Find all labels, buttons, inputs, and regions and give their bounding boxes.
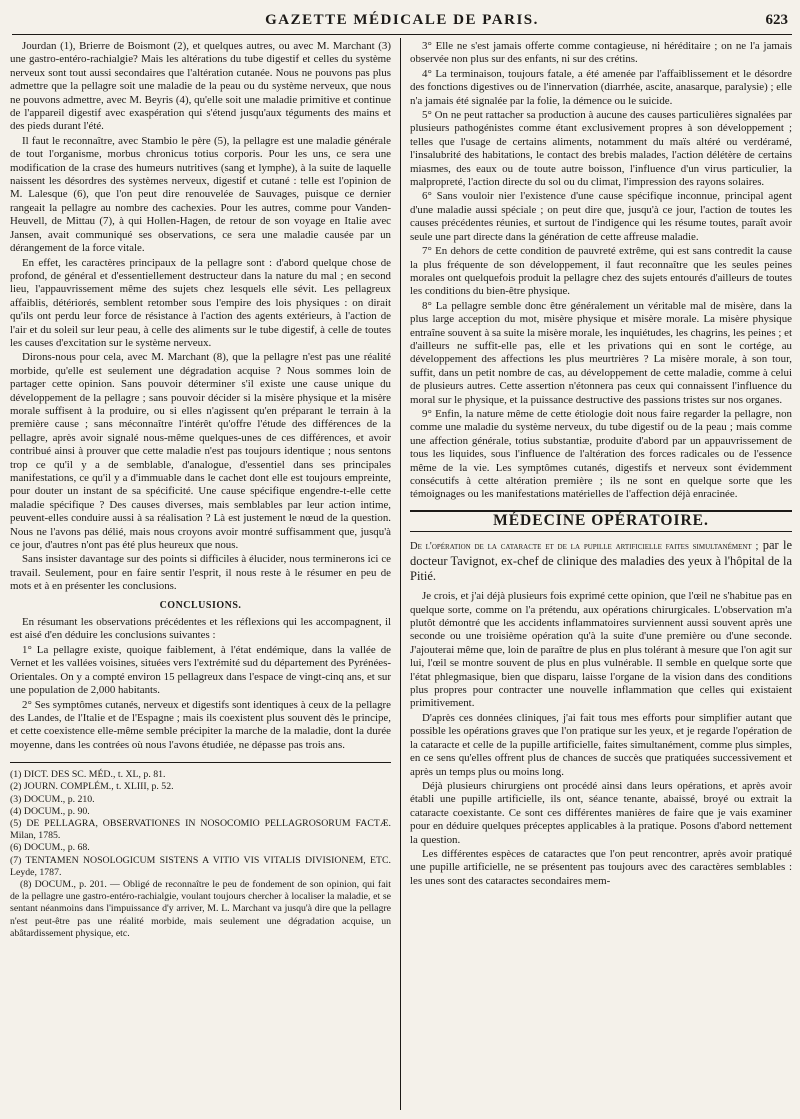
conclusion-paragraph: 2° Ses symptômes cutanés, nerveux et digestifs sont identiques à ceux de la pellagre des Landes, de l'Italie et de l'Espagne ; mais ils coexistent plus souvent dès le principe, et cette coexistence elle-même semble précipiter la marche de la maladie, dont la durée moyenne, dans les contrées où nous l'avons étudiée, ne dépasse pas trois ans. (10, 698, 391, 751)
conclusion-paragraph: 1° La pellagre existe, quoique faiblement, à l'état endémique, dans la vallée de Vernet et les vallées voisines, situées vers l'extrémité sud du département des Pyrénées-Orientales. On y a compté environ 15 pellagreux dans l'espace de vingt-cinq ans, et sur une population de 2,000 habitants. (10, 643, 391, 697)
footnote: (5) DE PELLAGRA, OBSERVATIONES IN NOSOCOMIO PELLAGROSORUM FACTÆ. Milan, 1785. (10, 817, 391, 842)
article-paragraph: Les différentes espèces de cataractes que l'on peut rencontrer, après avoir pratiqué une pupille artificielle, ne se présentent pas toujours avec des caractères semblables : les unes sont des cataractes secondaires mem- (410, 847, 792, 887)
footnote: (4) DOCUM., p. 90. (10, 805, 90, 817)
body-paragraph: Jourdan (1), Brierre de Boismont (2), et quelques autres, ou avec M. Marchant (3) une gastro-entéro-rachialgie? Mais les altérations du tube digestif et celles du système nerveux sont tout aussi secondaires que l'altération cutanée. Nous ne pouvons pas plus admettre que la pellagre soit une maladie de la peau ou du système nerveux, que nous ne pouvons admettre, avec M. Beyris (4), qu'elle soit une maladie primitive et continue de l'appareil digestif avec exaspération qui s'étend jusqu'aux téguments des mains et des pieds durant l'été. (10, 40, 391, 133)
footnotes (10, 769, 391, 940)
footnote: (3) DOCUM., p. 210. (10, 793, 95, 805)
body-paragraph: Sans insister davantage sur des points si difficiles à élucider, nous terminerons ici ce travail. Seulement, pour en faire sentir l'esprit, il nous reste à le résumer en peu de mots et à en présenter les conclusions. (10, 553, 391, 593)
conclusion-paragraph: 8° La pellagre semble donc être généralement un véritable mal de misère, dans la plus large acception du mot, misère physique et misère morale. La misère physique entraîne souvent à sa suite la misère morale, les inquiétudes, les chagrins, les peines ; et d'ailleurs ne suffit-elle pas, elle et les privations qui en sont le cortége, au développement des affections les plus meurtrières ? La misère morale, à son tour, suffit, dans un petit nombre de cas, au développement de cette maladie, comme à celui de plusieurs autres. Cette assertion n'étonnera pas ceux qui connaissent l'influence du moral sur le physique, et la puissance destructive des passions tristes sur nos organes. (410, 299, 792, 406)
page-number: 623 (765, 12, 788, 28)
section-rule-bottom (410, 531, 792, 532)
article-paragraph: Je crois, et j'ai déjà plusieurs fois exprimé cette opinion, que l'œil ne s'habitue pas en quelque sorte, comme on l'a prétendu, aux opérations chirurgicales. L'observation m'a plutôt démontré que les accidents inflammatoires surviennent aussi souvent après une seconde ou une troisième opération qu'à la suite d'une première ou d'une seconde. J'ajouterai même que, loin de paraître de plus en plus tolérant à mesure que l'on agit sur lui, l'œil se montre souvent de plus en plus vulnérable. Il semble en quelque sorte que l'état phlegmasique, bien que disparu, laisse l'organe de la vision dans des conditions plus propres pour contracter une nouvelle inflammation que celles qui existaient primitivement. (410, 590, 792, 710)
footnote: (8) DOCUM., p. 201. — Obligé de reconnaître le peu de fondement de son opinion, qui fait de la pellagre une gastro-entéro-rachialgie, voulant toujours chercher à localiser la maladie, et se sentant néanmoins dans l'impuissance d'y arriver, M. L. Marchant va jusqu'à dire que la pellagre n'est peut-être pas une réalité morbide, mais seulement une dégradation acquise, un abâtardissement physique, etc. (10, 878, 391, 939)
conclusion-paragraph: 3° Elle ne s'est jamais offerte comme contagieuse, ni héréditaire ; on ne l'a jamais observée non plus sur des enfants, ni sur des crétins. (410, 40, 792, 66)
conclusion-paragraph: 7° En dehors de cette condition de pauvreté extrême, qui est sans contredit la cause la plus fréquente de son développement, il faut reconnaître que les seules peines morales ont quelquefois produit la pellagre chez des sujets entourés d'ailleurs de toutes les conditions du bien-être physique. (410, 245, 792, 298)
section-heading: MÉDECINE OPÉRATOIRE. (493, 511, 709, 529)
footnotes-rule (10, 762, 391, 763)
article-title (410, 538, 792, 584)
footnote: (2) JOURN. COMPLÉM., t. XLIII, p. 52. (10, 781, 174, 793)
conclusion-paragraph: En résumant les observations précédentes et les réflexions qui les accompagnent, il est aisé d'en déduire les conclusions suivantes : (10, 616, 391, 642)
page-header (12, 12, 792, 35)
journal-title: GAZETTE MÉDICALE DE PARIS. (265, 12, 539, 28)
article-paragraph: D'après ces données cliniques, j'ai fait tous mes efforts pour simplifier autant que possible les opérations graves que l'on pratique sur les yeux, et je regarde l'opération de la cataracte et celle de la pupille artificielle, faites simultanément, comme plus simples, en ce sens qu'elles offrent plus de chances de succès que pratiquées successivement et après un temps plus ou moins long. (410, 711, 792, 778)
right-column (410, 40, 792, 888)
footnote: (7) TENTAMEN NOSOLOGICUM SISTENS A VITIO VIS VITALIS DIVISIONEM, ETC. Leyde, 1787. (10, 854, 391, 878)
conclusion-paragraph: 4° La terminaison, toujours fatale, a été amenée par l'affaiblissement et le désordre des fonctions digestives ou de l'innervation (diarrhée, ascite, anasarque, paralysie) ; elle n'a jamais été signalée par la folie, la démence ou le suicide. (410, 67, 792, 107)
left-column (10, 40, 391, 940)
body-paragraph: En effet, les caractères principaux de la pellagre sont : d'abord quelque chose de profond, de général et d'essentiellement destructeur dans la nature du mal ; en second lieu, l'appauvrissement même des sujets chez lesquels elle sévit. Les pellagreux affaiblis, détériorés, semblent retomber sous l'empire des lois physiques : on dirait qu'ils ont perdu leur force de résistance à l'action des agents extérieurs, à l'action de l'air et du soleil sur leur peau, à celle des aliments sur le tube digestif, à celle de toutes les causes d'excitation sur le système nerveux. (10, 256, 391, 349)
footnote: (6) DOCUM., p. 68. (10, 842, 90, 854)
article-title-author: par le docteur Tavignot, ex-chef de clinique des maladies des yeux à l'hôpital de la Pitié. (410, 538, 792, 584)
conclusion-paragraph: 9° Enfin, la nature même de cette étiologie doit nous faire regarder la pellagre, non comme une maladie du système nerveux, du tube digestif ou de la peau ; mais comme une affection générale, totius substantiæ, produite d'abord par un appauvrissement de tous les liquides, sous l'influence de l'altération des forces radicales ou de l'essence même de la vie. Les symptômes cutanés, digestifs et nerveux sont évidemment consécutifs à cette altération première ; ils ne sont en quelque sorte que les témoignages ou les manifestations matérielles de l'affection déjà enracinée. (410, 407, 792, 501)
article-paragraph: Déjà plusieurs chirurgiens ont procédé ainsi dans leurs opérations, et après avoir établi une pupille artificielle, ils ont, séance tenante, abaissé, broyé ou extrait la cataracte coexistante. Ce sont ces différentes manières de faire que je vais examiner pour en déduire quelques préceptes applicables à la pratique. Posons d'abord nettement la question. (410, 779, 792, 846)
body-paragraph: Dirons-nous pour cela, avec M. Marchant (8), que la pellagre n'est pas une réalité morbide, qu'elle est seulement une dégradation acquise ? Nous sommes loin de partager cette opinion. Sans pouvoir déterminer s'il existe une cause unique du développement de la pellagre ; sans pouvoir décider si la misère physique et la misère morale suffisent à la produire, ou si elles n'agissent qu'en préparant le terrain à la première cause ; sans méconnaître l'intérêt qu'offre l'étude des différences de la pellagre, après avoir signalé nous-même quelques-unes de ces différences, et avoir contribué ainsi à prouver que cette maladie n'est pas toujours identique ; nous sentons trop ce qu'il y a de semblable, d'analogue, d'essentiel dans ses principales manifestations, ce qu'il y a d'immuable dans le cachet dont elle est toujours empreinte, pour douter un instant de sa spécificité. Une cause spécifique engendre-t-elle cette maladie spécifique ? Des causes diverses, mais semblables par leur action intime, peuvent-elles conduire aussi à sa réalisation ? Là est justement le nœud de la question. Nous ne l'avons pas délié, mais nous croyons avoir montré suffisamment que, jusqu'à ce jour, d'autres n'ont pas été plus heureux que nous. (10, 351, 391, 552)
conclusion-paragraph: 5° On ne peut rattacher sa production à aucune des causes particulières signalées par plusieurs pathogénistes comme étant exclusivement propres à son développement ; telles que l'usage de certains aliments, notamment du maïs altéré ou verdéramé, l'insalubrité des habitations, le contact des brebis malades, l'action délétère de certains miasmes, des eaux ou de toute autre boisson, l'influence d'un virus particulier, la malpropreté, l'action directe du sol ou du climat, l'impression des rayons solaires. (410, 109, 792, 189)
conclusions-heading: CONCLUSIONS. (159, 599, 242, 611)
column-divider (400, 38, 401, 1110)
footnote: (1) DICT. DES SC. MÉD., t. XL, p. 81. (10, 769, 166, 781)
body-paragraph: Il faut le reconnaître, avec Stambio le père (5), la pellagre est une maladie générale de tout l'organisme, morbus chronicus totius corporis. Pour les uns, ce sera une modification de la crase des humeurs nutritives (sang et lymphe), à la suite de laquelle naissent les désordres des systèmes nerveux, digestif et cutané : telle est l'opinion de M. Lalesque (6), que l'on peut dire renouvelée de Sauvages, puisque ce dernier rangeait la pellagre au nombre des cachexies. Pour les autres, comme pour Vanden-Heuvell, de Mittau (7), à qui Hollen-Hagen, de retour de son voyage en Italie avec Jansen, avait communiqué ses observations, ce sera une maladie causée par un dérangement de la force vitale. (10, 134, 391, 255)
conclusion-paragraph: 6° Sans vouloir nier l'existence d'une cause spécifique inconnue, principal agent d'une maladie aussi spéciale ; on peut dire que, jusqu'à ce jour, l'action de toutes les causes précédentes réunies, et surtout de l'indigence qui les résume toutes, paraît avoir seule une part directe dans la génération de cette affreuse maladie. (410, 190, 792, 243)
article-title-subject: De l'opération de la cataracte et de la pupille artificielle faites simultanément ; (410, 541, 759, 553)
